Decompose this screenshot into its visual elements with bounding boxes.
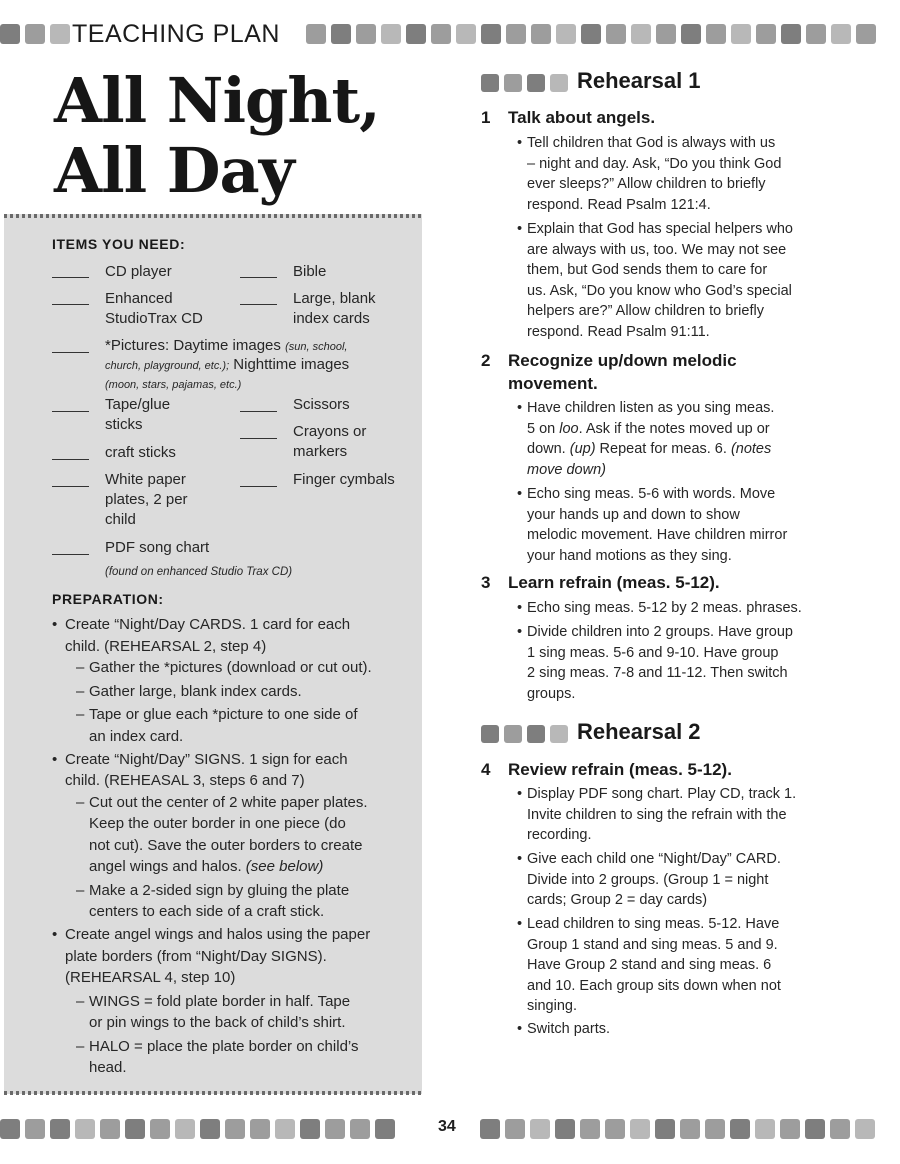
bullet-line: Divide into 2 groups. (Group 1 = night	[527, 871, 769, 888]
checkbox-blank	[52, 486, 89, 487]
step-4-bullet-2: • Give each child one “Night/Day” CARD. Divide into 2 groups. (Group 1 = night cards; Group 2 = day cards)	[527, 849, 887, 911]
bullet-line: ever sleeps?” Allow children to briefly	[527, 176, 766, 192]
bullet-line: – night and day. Ask, “Do you think God	[527, 155, 782, 172]
item-bible: Bible	[293, 263, 327, 280]
bullet-line: melodic movement. Have children mirror	[527, 527, 788, 543]
dotted-divider-top	[4, 214, 422, 218]
header-block-strip-left	[0, 24, 70, 44]
checkbox-blank	[240, 277, 277, 278]
preparation-heading: PREPARATION:	[52, 591, 164, 607]
step-4-bullet-3: • Lead children to sing meas. 5-12. Have Group 1 stand and sing meas. 5 and 9. Have Group 2 stand and sing meas. 6 and 10. Each group sits down when not singing.	[527, 914, 887, 1017]
item-finger-cymbals: Finger cymbals	[293, 471, 395, 488]
section-label: TEACHING PLAN	[72, 20, 280, 48]
item-tape-glue: Tape/glue sticks	[105, 396, 171, 433]
item-paper-plates: White paper plates, 2 per child	[105, 471, 188, 528]
dotted-divider-bottom	[4, 1091, 422, 1095]
preparation-list: • Create “Night/Day CARDS. 1 card for each child. (REHEARSAL 2, step 4) – Gather the *pictures (download or cut out). – Gather large, blank index cards. – Tape or glue each *picture to one side of an index card. • Create “Night/Day” SIGNS. 1 sign for each child. (REHEASAL 3, steps 6 and 7) – Cut out the center of 2 white paper plates. Keep the outer border in one piece (do not cut). Save the outer borders to create angel wings and halos. (see below) – Make a 2-sided sign by gluing the plate centers to each side of a craft stick. • Create angel wings and halos using the paper plate borders (from “Night/Day SIGNS). (REHEARSAL 4, step 10) – WINGS = fold plate border in half. Tape or pin wings to the back of child’s shirt. – HALO = place the plate border on child’s head.	[52, 616, 372, 1076]
item-pdf-note: (found on enhanced Studio Trax CD)	[105, 566, 293, 578]
song-title-line1: All Night,	[54, 64, 380, 137]
bullet-line: 2 sing meas. 7-8 and 11-12. Then switch	[527, 665, 788, 681]
step-1-bullet-2: • Explain that God has special helpers who are always with us, too. We may not see them, but God sends them to care for us. Ask, “Do you know who God’s special helpers are?” Allow children to briefly respond. Read Psalm 91:11.	[527, 219, 887, 342]
rehearsal1-blocks	[481, 74, 568, 92]
items-heading: ITEMS YOU NEED:	[52, 236, 186, 252]
step-2-bullet-2: • Echo sing meas. 5-6 with words. Move your hands up and down to show melodic movement. Have children mirror your hand motions as they sing.	[527, 484, 887, 566]
checkbox-blank	[52, 411, 89, 412]
checkbox-blank	[52, 352, 89, 353]
bullet-line: Invite children to sing the refrain with the	[527, 806, 787, 823]
rehearsal2-heading: Rehearsal 2	[577, 719, 701, 744]
bullet-line: Divide children into 2 groups. Have group	[527, 624, 793, 640]
bullet-line: Echo sing meas. 5-12 by 2 meas. phrases.	[527, 600, 802, 616]
rehearsal1-heading: Rehearsal 1	[577, 68, 701, 93]
bullet-line: your hand motions as they sing.	[527, 547, 732, 564]
checkbox-blank	[52, 304, 89, 305]
item-scissors: Scissors	[293, 396, 350, 413]
page-footer	[0, 1115, 900, 1141]
bullet-line: cards; Group 2 = day cards)	[527, 892, 708, 908]
item-cd-player: CD player	[105, 263, 172, 280]
step-1-bullet-1: • Tell children that God is always with us – night and day. Ask, “Do you think God ever sleeps?” Allow children to briefly respond. Read Psalm 121:4.	[527, 133, 887, 215]
step-1-title: 1 Talk about angels.	[481, 108, 656, 127]
bullet-line: singing.	[527, 998, 577, 1014]
song-title	[54, 66, 434, 206]
rehearsal2-blocks	[481, 725, 568, 743]
bullet-line: and 10. Each group sits down when not	[527, 977, 781, 994]
song-title-line2: All Day	[54, 134, 294, 207]
page-number: 34	[438, 1118, 456, 1135]
item-pictures: *Pictures: Daytime images (sun, school, church, playground, etc.); Nighttime images (moon, stars, pajamas, etc.)	[105, 337, 350, 391]
bullet-line: them, but God sends them to care for	[527, 262, 768, 278]
bullet-line: Give each child one “Night/Day” CARD.	[527, 851, 781, 867]
bullet-line: Switch parts.	[527, 1021, 610, 1037]
bullet-line: respond. Read Psalm 91:11.	[527, 323, 710, 340]
header-block-strip-right	[306, 24, 876, 44]
step-3-title: 3 Learn refrain (meas. 5-12).	[481, 573, 720, 592]
bullet-line: us. Ask, “Do you know who God’s special	[527, 282, 792, 299]
step-4-title: 4 Review refrain (meas. 5-12).	[481, 760, 732, 779]
step-4-bullet-4: • Switch parts.	[527, 1019, 887, 1040]
item-crayons: Crayons or markers	[293, 423, 367, 460]
step-2-bullet-1: • Have children listen as you sing meas. 5 on loo. Ask if the notes moved up or down. (up) Repeat for meas. 6. (notes move down)	[517, 400, 775, 478]
item-pdf-song-chart: PDF song chart	[105, 539, 210, 556]
checkbox-blank	[52, 459, 89, 460]
bullet-line: respond. Read Psalm 121:4.	[527, 196, 711, 213]
footer-block-strip-left	[0, 1119, 395, 1139]
checkbox-blank	[240, 438, 277, 439]
items-preparation-panel	[4, 214, 422, 1094]
bullet-line: groups.	[527, 685, 576, 702]
bullet-line: Echo sing meas. 5-6 with words. Move	[527, 486, 776, 502]
item-index-cards: Large, blank index cards	[293, 290, 376, 327]
item-enhanced-cd: Enhanced StudioTrax CD	[105, 290, 203, 327]
bullet-line: 1 sing meas. 5-6 and 9-10. Have group	[527, 644, 779, 661]
checkbox-blank	[52, 554, 89, 555]
bullet-line: Group 1 stand and sing meas. 5 and 9.	[527, 936, 778, 953]
step-3-bullet-1: • Echo sing meas. 5-12 by 2 meas. phrases.	[527, 598, 887, 619]
step-3-bullet-2: • Divide children into 2 groups. Have group 1 sing meas. 5-6 and 9-10. Have group 2 sing meas. 7-8 and 11-12. Then switch groups.	[527, 622, 887, 704]
bullet-line: helpers are?” Allow children to briefly	[527, 303, 764, 319]
bullet-line: Explain that God has special helpers who	[527, 221, 793, 237]
bullet-line: Tell children that God is always with us	[527, 135, 776, 151]
checkbox-blank	[240, 304, 277, 305]
bullet-line: Lead children to sing meas. 5-12. Have	[527, 916, 780, 932]
checkbox-blank	[52, 277, 89, 278]
bullet-line: Have Group 2 stand and sing meas. 6	[527, 957, 772, 973]
bullet-line: your hands up and down to show	[527, 506, 740, 523]
checkbox-blank	[240, 411, 277, 412]
page-header	[0, 18, 900, 52]
footer-block-strip-right	[480, 1119, 875, 1139]
checkbox-blank	[240, 486, 277, 487]
bullet-line: recording.	[527, 827, 592, 843]
item-craft-sticks: craft sticks	[105, 444, 176, 461]
bullet-line: are always with us, too. We may not see	[527, 241, 787, 258]
step-2-title: 2 Recognize up/down melodic movement.	[481, 351, 737, 393]
step-4-bullet-1: • Display PDF song chart. Play CD, track 1. Invite children to sing the refrain with the recording.	[527, 784, 887, 846]
bullet-line: Display PDF song chart. Play CD, track 1.	[527, 786, 797, 802]
